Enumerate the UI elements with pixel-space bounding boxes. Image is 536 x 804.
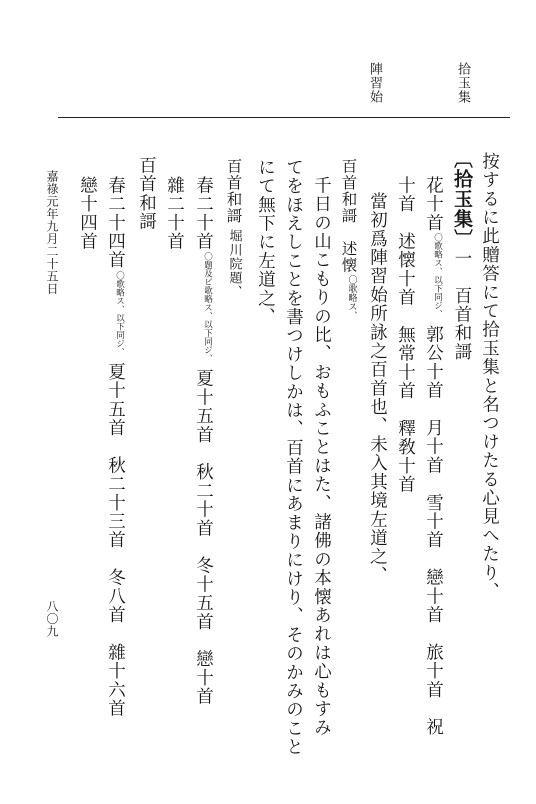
- running-head-section: 陣習始: [367, 62, 382, 104]
- body-column-11: 春二十首〇題及ビ歌略ス、以下同ジ、夏十五首 秋二十首 冬十五首 戀十首: [193, 176, 214, 706]
- body-column-5: 當初爲陣習始所詠之百首也、未入其境左道之、: [367, 192, 388, 585]
- body-column-1: 按するに此贈答にて拾玉集と名つけたる心見へたり、: [479, 152, 500, 601]
- body-column-4: 十首 述懐十首 無常十首 釋敎十首: [395, 176, 416, 494]
- body-column-9: にて無下に左道之、: [255, 158, 276, 327]
- running-head-title: 拾玉集: [455, 62, 470, 104]
- body-column-12: 雜二十首: [164, 176, 185, 251]
- editorial-note: 〇歌略ス、以下同ジ、: [114, 270, 125, 356]
- collection-title: 〔拾玉集〕: [451, 149, 473, 249]
- body-column-15: 戀十四首: [77, 176, 98, 251]
- header-rule: [58, 117, 510, 118]
- editorial-note: 〇題及ビ歌略ス、以下同ジ、: [202, 251, 213, 363]
- body-column-6: 百首和謌 述懐〇歌略ス、: [339, 158, 358, 320]
- editorial-note: 〇歌略ス、: [346, 274, 357, 320]
- editorial-note: 〇歌略ス、以下同ジ、: [432, 233, 443, 319]
- body-column-14: 春二十四首〇歌略ス、以下同ジ、夏十五首 秋二十三首 冬八首 雜十六首: [105, 176, 126, 718]
- body-column-3: 花十首〇歌略ス、以下同ジ、郭公十首 月十首 雪十首 戀十首 旅十首 祝: [423, 176, 444, 737]
- body-column-7: 千日の山こもりの比、おもふことはた、諸佛の本懐あれは心もすみ: [311, 176, 332, 737]
- body-column-2: [452, 149, 471, 361]
- body-column-13: 百首和謌: [136, 156, 157, 231]
- section-heading: 一 百首和謌: [452, 249, 472, 362]
- date-line: 嘉祿元年九月二十五日: [45, 170, 59, 295]
- body-column-10: 百首和謌堀川院題、: [224, 158, 243, 299]
- page-number: 八〇九: [45, 600, 59, 638]
- body-column-8: てをほえしことを書つけしかは、百首にあまりにけり、そのかみのこと: [283, 158, 304, 757]
